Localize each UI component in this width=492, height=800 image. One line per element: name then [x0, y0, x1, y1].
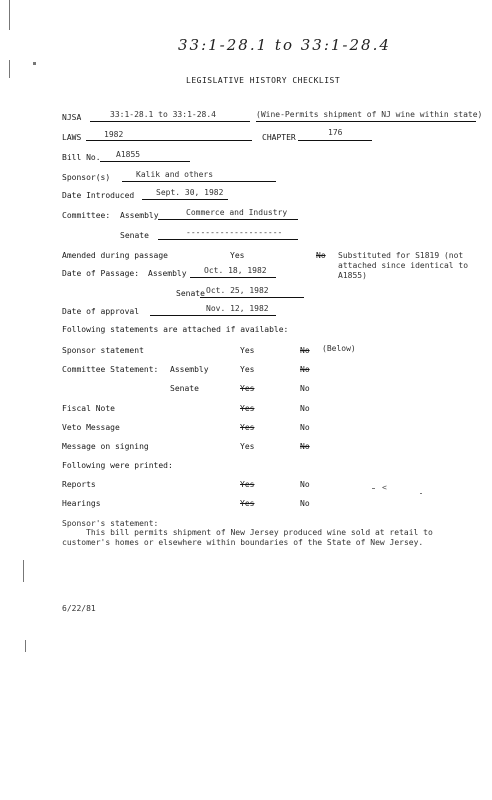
veto-message-label: Veto Message — [62, 423, 120, 432]
veto-message-yes-struck: Yes — [240, 423, 255, 432]
chapter-label: CHAPTER — [262, 133, 296, 142]
page-title: LEGISLATIVE HISTORY CHECKLIST — [186, 76, 341, 85]
approval-underline — [150, 315, 276, 316]
laws-label: LAWS — [62, 133, 82, 142]
amended-yes: Yes — [230, 251, 245, 260]
date-introduced-underline — [142, 199, 228, 200]
sponsor-statement-heading: Sponsor's statement: — [62, 519, 159, 528]
amended-note: Substituted for S1819 (not attached since identical to A1855) — [338, 251, 469, 280]
fiscal-note-yes-struck: Yes — [240, 404, 255, 413]
sponsors-label: Sponsor(s) — [62, 173, 111, 182]
njsa-value: 33:1-28.1 to 33:1-28.4 — [110, 110, 216, 119]
amended-label: Amended during passage — [62, 251, 168, 260]
committee-assembly-label: Assembly — [120, 211, 159, 220]
sponsor-statement-line1: This bill permits shipment of New Jersey produced wine sold at retail to — [86, 528, 433, 537]
sponsor-statement-yes: Yes — [240, 346, 255, 355]
committee-statement-assembly-yes: Yes — [240, 365, 255, 374]
stray-mark — [372, 488, 375, 489]
njsa-note: (Wine-Permits shipment of NJ wine within state) — [256, 110, 483, 119]
approval-label: Date of approval — [62, 307, 140, 316]
sponsor-statement-label: Sponsor statement — [62, 346, 144, 355]
sponsors-underline — [122, 181, 276, 182]
reports-yes-struck: Yes — [240, 480, 255, 489]
bill-value: A1855 — [116, 150, 141, 159]
passage-senate-value: Oct. 25, 1982 — [206, 286, 269, 295]
passage-assembly-label: Assembly — [148, 269, 187, 278]
chapter-underline — [298, 140, 372, 141]
date-introduced-value: Sept. 30, 1982 — [156, 188, 224, 197]
margin-mark — [9, 60, 10, 78]
committee-statement-senate-label: Senate — [170, 384, 199, 393]
fiscal-note-label: Fiscal Note — [62, 404, 115, 413]
veto-message-no: No — [300, 423, 310, 432]
reports-label: Reports — [62, 480, 96, 489]
committee-statement-assembly-no-struck: No — [300, 365, 310, 374]
committee-statement-senate-yes-struck: Yes — [240, 384, 255, 393]
reports-no: No — [300, 480, 310, 489]
committee-statement-senate-no: No — [300, 384, 310, 393]
margin-mark — [25, 640, 26, 652]
message-on-signing-no-struck: No — [300, 442, 310, 451]
passage-assembly-value: Oct. 18, 1982 — [204, 266, 267, 275]
following-attached-heading: Following statements are attached if available: — [62, 325, 289, 334]
hearings-label: Hearings — [62, 499, 101, 508]
njsa-underline — [90, 121, 250, 122]
stray-mark-scribble: < — [382, 483, 387, 492]
margin-dot — [33, 62, 36, 65]
laws-underline — [86, 140, 252, 141]
committee-senate-underline — [158, 239, 298, 240]
bill-underline — [100, 161, 190, 162]
sponsors-value: Kalik and others — [136, 170, 214, 179]
stray-mark — [420, 493, 422, 494]
passage-senate-label: Senate — [176, 289, 205, 298]
passage-assembly-underline — [190, 277, 276, 278]
amended-no-struck: No — [316, 251, 326, 260]
committee-statement-label: Committee Statement: — [62, 365, 159, 374]
date-introduced-label: Date Introduced — [62, 191, 135, 200]
message-on-signing-label: Message on signing — [62, 442, 149, 451]
njsa-label: NJSA — [62, 113, 82, 122]
fiscal-note-no: No — [300, 404, 310, 413]
approval-value: Nov. 12, 1982 — [206, 304, 269, 313]
committee-label: Committee: — [62, 211, 111, 220]
laws-value: 1982 — [104, 130, 124, 139]
handwritten-statute-range: 33:1-28.1 to 33:1-28.4 — [178, 36, 391, 54]
hearings-yes-struck: Yes — [240, 499, 255, 508]
margin-mark — [23, 560, 24, 582]
committee-assembly-underline — [158, 219, 298, 220]
sponsor-statement-line2: customer's homes or elsewhere within boundaries of the State of New Jersey. — [62, 538, 424, 547]
following-printed-heading: Following were printed: — [62, 461, 173, 470]
njsa-note-underline — [256, 121, 476, 122]
committee-senate-label: Senate — [120, 231, 149, 240]
committee-assembly-value: Commerce and Industry — [186, 208, 288, 217]
hearings-no: No — [300, 499, 310, 508]
bill-label: Bill No. — [62, 153, 101, 162]
message-on-signing-yes: Yes — [240, 442, 255, 451]
passage-label: Date of Passage: — [62, 269, 140, 278]
sponsor-statement-no-struck: No — [300, 346, 310, 355]
passage-senate-underline — [200, 297, 304, 298]
margin-mark — [9, 0, 10, 30]
committee-senate-value: -------------------- — [186, 228, 283, 237]
chapter-value: 176 — [328, 128, 343, 137]
sponsor-statement-note: (Below) — [322, 344, 356, 353]
footer-date: 6/22/81 — [62, 604, 96, 613]
committee-statement-assembly-label: Assembly — [170, 365, 209, 374]
